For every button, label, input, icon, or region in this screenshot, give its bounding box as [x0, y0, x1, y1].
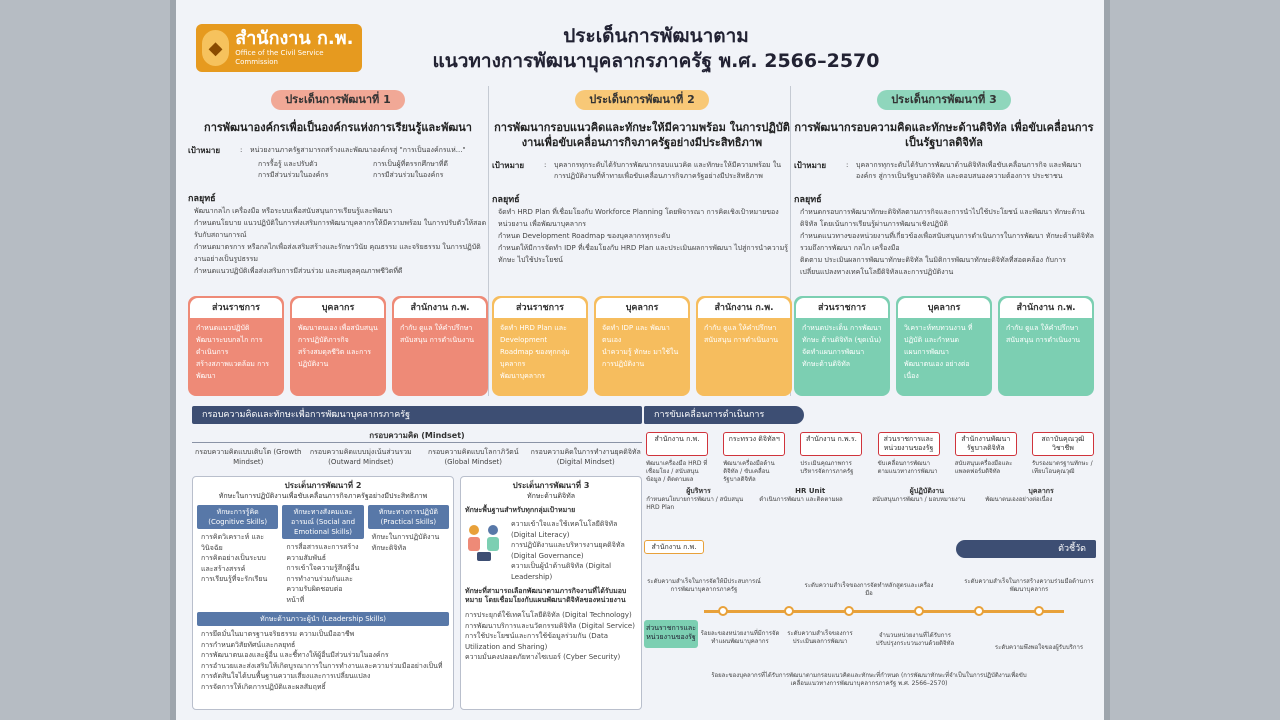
issue-3-skills-box: [460, 476, 642, 710]
card-item: พัฒนาตนเอง อย่างต่อเนื่อง: [904, 360, 970, 380]
card-item: กำกับ ดูแล ให้คำปรึกษา: [400, 324, 473, 332]
digital-basic-block: [461, 516, 641, 585]
drive-nodes: [644, 432, 1096, 484]
card-item: กำหนดแนวปฏิบัติ: [196, 324, 250, 332]
skill-item: การคิดอย่างเป็นระบบ และสร้างสรรค์: [201, 554, 266, 573]
timeline-dot: [784, 606, 794, 616]
indicator-top: ระดับความสำเร็จของการจัดทำหลักสูตรและเครื่องมือ: [804, 582, 934, 597]
card-head: บุคลากร: [292, 298, 384, 318]
page-title: [376, 24, 936, 74]
issue-3-badge: ประเด็นการพัฒนาที่ 3: [877, 90, 1011, 110]
role-card: [392, 296, 488, 396]
timeline-dot: [718, 606, 728, 616]
timeline-dot: [844, 606, 854, 616]
strategy-item: กำหนดมาตรการ หรือกลไกเพื่อส่งเสริมสร้างและรักษาวินัย คุณธรรม และจริยธรรม ในการปฏิบัติงานอย่างเป็นรูปธรรม: [194, 243, 481, 263]
strategy-label: กลยุทธ์: [492, 195, 520, 205]
ocsc-logo: [196, 24, 362, 72]
role-card: [998, 296, 1094, 396]
strategy-item: กำหนดให้มีการจัดทำ IDP ที่เชื่อมโยงกับ HRD Plan และประเมินผลการพัฒนา ไปสู่การนำความรู้ ทักษะ ไปใช้ประโยชน์: [498, 244, 788, 264]
indicators-note: ร้อยละของบุคลากรที่ได้รับการพัฒนาตามกรอบแนวคิดและทักษะที่กำหนด (การพัฒนาทักษะที่จำเป็นในการปฏิบัติงานเพื่อขับเคลื่อนแนวทางการพัฒนาบุคลากรภาครัฐ พ.ศ. 2566–2570): [711, 672, 1027, 687]
strategy-item: พัฒนากลไก เครื่องมือ หรือระบบเพื่อสนับสนุนการเรียนรู้และพัฒนา: [194, 207, 393, 215]
node-head: สำนักงานพัฒนารัฐบาลดิจิทัล: [955, 432, 1017, 456]
skill-item: ทักษะในการปฏิบัติงาน: [371, 533, 440, 541]
card-item: สร้างสมดุลชีวิต และการปฏิบัติงาน: [298, 348, 372, 368]
goal-label: เป้าหมาย: [492, 161, 525, 170]
role-note: สนับสนุนการพัฒนา / มอบหมายงาน: [872, 496, 966, 503]
card-head: สำนักงาน ก.พ.: [1000, 298, 1092, 318]
people-icon: [461, 516, 507, 585]
issue-1-heading: การพัฒนาองค์กรเพื่อเป็นองค์กรแห่งการเรียนรู้และพัฒนา: [204, 121, 472, 134]
card-head: ส่วนราชการ: [796, 298, 888, 318]
leadership-item: การอำนวยและส่งเสริมให้เกิดบูรณาการในการทำงานและความร่วมมืออย่างเป็นที่: [201, 661, 443, 670]
node-head: สำนักงาน ก.พ.: [646, 432, 708, 456]
digital-select-item: การใช้ประโยชน์และการใช้ข้อมูลร่วมกัน (Data Utilization and Sharing): [465, 632, 609, 651]
skill-head: ทักษะการรู้คิด (Cognitive Skills): [197, 505, 278, 529]
skill-group: [368, 505, 449, 608]
drive-node: [800, 432, 862, 484]
goal-item: การเป็นผู้ที่ตรรกศึกษาที่ดี: [373, 160, 448, 168]
skill-group: [282, 505, 363, 608]
skill-item: ทักษะดิจิทัล: [371, 543, 407, 552]
role-label: ผู้บริหาร: [686, 487, 711, 495]
card-item: นำความรู้ ทักษะ มาใช้ในการปฏิบัติงาน: [602, 348, 679, 368]
node-body: พัฒนาเครื่องมือด้านดิจิทัล / ขับเคลื่อนรัฐบาลดิจิทัล: [723, 460, 775, 483]
role-cards: [188, 296, 488, 396]
skill-head: ทักษะทางสังคมและอารมณ์ (Social and Emotional Skills): [282, 505, 363, 539]
digital-select-head: ทักษะที่สามารถเลือกพัฒนาตามภารกิจงานที่ได้รับมอบหมาย โดยเชื่อมโยงกับแผนพัฒนาดิจิทัลของหน่วยงาน: [465, 587, 627, 604]
leadership-item: การจัดการให้เกิดการปฏิบัติและผลสัมฤทธิ์: [201, 682, 326, 691]
issue-2-badge: ประเด็นการพัฒนาที่ 2: [575, 90, 709, 110]
card-item: กำกับ ดูแล ให้คำปรึกษา: [704, 324, 777, 332]
node-head: สถาบันคุณวุฒิวิชาชีพ: [1032, 432, 1094, 456]
role-row: [644, 486, 1096, 496]
mindset-item: กรอบความคิดแบบโลกาภิวัตน์ (Global Mindset): [427, 448, 519, 466]
goal-item: การมีส่วนร่วมในองค์กร: [258, 171, 329, 179]
strategy-item: กำหนดแนวปฏิบัติเพื่อส่งเสริมการมีส่วนร่วม และสมดุลคุณภาพชีวิตที่ดี: [194, 267, 403, 275]
issue-3-column: [794, 86, 1094, 396]
indicator-bottom: ระดับความสำเร็จของการประเมินผลการพัฒนา: [787, 630, 853, 645]
role-note: พัฒนาตนเองอย่างต่อเนื่อง: [985, 496, 1053, 503]
issue-2-heading: การพัฒนากรอบแนวคิดและทักษะให้มีความพร้อม ในการปฏิบัติงานเพื่อขับเคลื่อนภารกิจภาครัฐอย่างมีประสิทธิภาพ: [494, 121, 790, 149]
digital-basic-item: การปฏิบัติงานและบริหารงานยุคดิจิทัล (Digital Governance): [511, 541, 625, 560]
role-cards: [794, 296, 1094, 396]
leadership-item: การตัดสินใจได้บนพื้นฐานความเสี่ยงและการเปลี่ยนแปลง: [201, 672, 371, 680]
card-head: ส่วนราชการ: [494, 298, 586, 318]
mindset-item: กรอบความคิดแบบเติบโต (Growth Mindset): [195, 448, 302, 466]
issue3-sub: ทักษะด้านดิจิทัล: [526, 492, 576, 500]
role-card: [188, 296, 284, 396]
column-divider: [488, 86, 489, 396]
drive-section: [644, 406, 1096, 712]
role-note: กำหนดนโยบายการพัฒนา / สนับสนุน HRD Plan: [646, 496, 744, 511]
strategy-item: จัดทำ HRD Plan ที่เชื่อมโยงกับ Workforce Planning โดยพิจารณา การคิดเชิงเป้าหมายของหน่วยงาน เพื่อพัฒนาบุคลากร: [498, 208, 779, 228]
skill-item: การเข้าใจความรู้สึกผู้อื่น: [286, 564, 360, 572]
logo-name: สำนักงาน ก.พ.: [235, 28, 354, 49]
node-body: พัฒนาเครื่องมือ HRD ที่เชื่อมโยง / สนับสนุนข้อมูล / ติดตามผล: [646, 460, 708, 483]
card-item: จัดทำแผนการพัฒนา ทักษะด้านดิจิทัล: [802, 348, 865, 368]
node-head: กระทรวง ดิจิทัลฯ: [723, 432, 785, 456]
drive-node: [878, 432, 940, 484]
strategy-item: กำหนด Development Roadmap ของบุคลากรทุกระดับ: [498, 232, 671, 240]
drive-node: [646, 432, 708, 484]
leadership-item: การกำหนดวิสัยทัศน์และกลยุทธ์: [201, 640, 296, 649]
role-card: [696, 296, 792, 396]
indicator-bottom: จำนวนหน่วยงานที่ได้รับการปรับปรุงกระบวนงานด้วยดิจิทัล: [875, 632, 955, 647]
card-item: สร้างสภาพแวดล้อม การพัฒนา: [196, 360, 270, 380]
role-card: [290, 296, 386, 396]
node-head: สำนักงาน ก.พ.ร.: [800, 432, 862, 456]
node-body: ประเมินคุณภาพการบริหารจัดการภาครัฐ: [800, 460, 854, 475]
title-line1: ประเด็นการพัฒนาตาม: [563, 25, 749, 47]
timeline-line: [704, 610, 1064, 613]
issue-2-goal: เป้าหมาย : บุคลากรทุกระดับได้รับการพัฒนากรอบแนวคิด และทักษะให้มีความพร้อม ในการปฏิบัติงานที่ท้าทายเพื่อขับเคลื่อนภารกิจภาครัฐอย่างมีประสิทธิภาพ: [492, 160, 792, 182]
drive-node: [955, 432, 1017, 484]
issue-3-heading: การพัฒนากรอบความคิดและทักษะด้านดิจิทัล เพื่อขับเคลื่อนการเป็นรัฐบาลดิจิทัล: [794, 121, 1094, 149]
card-item: วิเคราะห์ทบทวนงาน ที่ปฏิบัติ และกำหนด แผนการพัฒนา: [904, 324, 973, 356]
digital-basic-item: ความเป็นผู้นำด้านดิจิทัล (Digital Leadership): [511, 562, 612, 581]
logo-sub: Office of the Civil Service Commission: [235, 49, 324, 66]
digital-select-item: การประยุกต์ใช้เทคโนโลยีดิจิทัล (Digital Technology): [465, 611, 632, 619]
role-notes: [644, 496, 1096, 512]
indicators-band: ตัวชี้วัด: [956, 540, 1096, 558]
issue-2-column: [492, 86, 792, 396]
strategy-item: กำหนดแนวทางของหน่วยงานที่เกี่ยวข้องเพื่อสนับสนุนการดำเนินการในการพัฒนา ทักษะด้านดิจิทัล รวมถึงการพัฒนา กลไก เครื่องมือ: [800, 232, 1094, 252]
timeline-dot: [1034, 606, 1044, 616]
card-head: สำนักงาน ก.พ.: [394, 298, 486, 318]
skill-item: การเรียนรู้ที่จะรักเรียน: [201, 575, 268, 583]
digital-select-item: การพัฒนาบริการและนวัตกรรมดิจิทัล (Digital Service): [465, 621, 635, 630]
skill-head: ทักษะทางการปฏิบัติ (Practical Skills): [368, 505, 449, 529]
digital-select-item: ความมั่นคงปลอดภัยทางไซเบอร์ (Cyber Security): [465, 653, 621, 661]
card-item: จัดทำ HRD Plan และ Development Roadmap ของทุกกลุ่มบุคลากร: [500, 324, 570, 368]
issue-1-badge: ประเด็นการพัฒนาที่ 1: [271, 90, 405, 110]
issue2-title: ประเด็นการพัฒนาที่ 2: [284, 481, 362, 490]
skill-groups: [193, 501, 453, 612]
strategy-item: กำหนดกรอบการพัฒนาทักษะดิจิทัลตามภารกิจและการนำไปใช้ประโยชน์ และพัฒนา ทักษะด้านดิจิทัล โดยเน้นการเรียนรู้ผ่านการพัฒนาเชิงปฏิบัติ: [800, 208, 1085, 228]
role-label: HR Unit: [795, 487, 826, 495]
goal-item: การรื้อรู้ และปรับตัว: [258, 160, 318, 168]
mindset-item: กรอบความคิดแบบมุ่งเน้นส่วนรวม (Outward Mindset): [309, 448, 412, 466]
drive-node: [1032, 432, 1094, 484]
indicator-bottom: ระดับความพึงพอใจของผู้รับบริการ: [994, 644, 1084, 651]
timeline-dot: [974, 606, 984, 616]
goal-label: เป้าหมาย: [794, 161, 827, 170]
goal-label: เป้าหมาย: [188, 146, 221, 155]
skill-group: [197, 505, 278, 608]
issue-1-goal: เป้าหมาย : หน่วยงานภาครัฐสามารถสร้างและพัฒนาองค์กรสู่ "การเป็นองค์กรแห่...": [188, 146, 466, 155]
skill-item: การทำงานร่วมกันและความรับผิดชอบต่อหน้าที่: [286, 574, 353, 604]
card-head: บุคลากร: [898, 298, 990, 318]
strategy-label: กลยุทธ์: [794, 195, 822, 205]
node-body: สนับสนุนเครื่องมือและแพลตฟอร์มดิจิทัล: [954, 460, 1013, 475]
card-head: สำนักงาน ก.พ.: [698, 298, 790, 318]
card-item: สนับสนุน การดำเนินงาน: [400, 336, 475, 344]
issue3-title: ประเด็นการพัฒนาที่ 3: [512, 481, 590, 490]
infographic-sheet: [176, 0, 1104, 720]
skill-item: การสื่อสารและการสร้างความสัมพันธ์: [286, 543, 359, 562]
card-head: บุคลากร: [596, 298, 688, 318]
strategy-item: กำหนดนโยบาย แนวปฏิบัติในการส่งเสริมการพัฒนาบุคลากรให้มีความพร้อม ในการปรับตัวให้สอดรับกับสถานการณ์: [194, 219, 487, 239]
strategy-item: ติดตาม ประเมินผลการพัฒนาทักษะดิจิทัล ในมิติการพัฒนาทักษะดิจิทัลที่สอดคล้อง กับการเปลี่ยนแปลงทางเทคโนโลยีดิจิทัลและการปฏิบัติงาน: [800, 256, 1066, 276]
indicator-top: ระดับความสำเร็จในการจัดให้มีประสบการณ์ การพัฒนาบุคลากรภาครัฐ: [647, 578, 761, 593]
leadership-item: การพัฒนาตนเองและผู้อื่น และชี้ทางให้ผู้อื่นมีส่วนร่วมในองค์กร: [201, 651, 389, 659]
title-line2: แนวทางการพัฒนาบุคลากรภาครัฐ พ.ศ. 2566–2570: [432, 50, 880, 72]
indicator-top: ระดับความสำเร็จในการสร้างความร่วมมือด้านการพัฒนาบุคลากร: [964, 578, 1094, 593]
left-backdrop: [0, 0, 170, 720]
role-cards: [492, 296, 792, 396]
role-label: ผู้ปฏิบัติงาน: [909, 487, 945, 495]
card-item: กำกับ ดูแล ให้คำปรึกษา: [1006, 324, 1079, 332]
framework-section: [192, 406, 642, 712]
card-item: กำหนดประเด็น การพัฒนาทักษะ ด้านดิจิทัล (ขุดเน้น): [802, 324, 882, 344]
issue-1-column: [188, 86, 488, 396]
node-body: ขับเคลื่อนการพัฒนาตามแนวทางการพัฒนา: [877, 460, 938, 475]
emblem-icon: ◆: [202, 30, 229, 66]
goal-text: บุคลากรทุกระดับได้รับการพัฒนากรอบแนวคิด และทักษะให้มีความพร้อม ในการปฏิบัติงานที่ท้าทายเพื่อขับเคลื่อนภารกิจภาครัฐอย่างมีประสิทธิภาพ: [554, 161, 782, 180]
right-backdrop: [1110, 0, 1280, 720]
role-note: ดำเนินการพัฒนา และติดตามผล: [759, 496, 843, 503]
role-label: บุคลากร: [1028, 487, 1054, 495]
card-item: จัดทำ IDP และ พัฒนาตนเอง: [602, 324, 670, 344]
leadership-item: การยึดมั่นในมาตรฐานจริยธรรม ความเป็นมืออาชีพ: [201, 630, 355, 638]
strategy-label: กลยุทธ์: [188, 194, 216, 204]
goal-text: บุคลากรทุกระดับได้รับการพัฒนาด้านดิจิทัลเพื่อขับเคลื่อนภารกิจ และพัฒนาองค์กร สู่การเป็นรัฐบาลดิจิทัล และตอบสนองความต้องการ ประชาชน: [856, 161, 1082, 180]
card-item: สนับสนุน การดำเนินงาน: [1006, 336, 1081, 344]
role-card: [896, 296, 992, 396]
mindset-row: [192, 447, 642, 467]
card-item: สนับสนุน การดำเนินงาน: [704, 336, 779, 344]
issue-2-skills-box: [192, 476, 454, 710]
goal-item: การมีส่วนร่วมในองค์กร: [373, 171, 444, 179]
mindset-title: กรอบความคิด (Mindset): [192, 430, 642, 443]
issue-3-goal: เป้าหมาย : บุคลากรทุกระดับได้รับการพัฒนาด้านดิจิทัลเพื่อขับเคลื่อนภารกิจ และพัฒนาองค์กร สู่การเป็นรัฐบาลดิจิทัล และตอบสนองความต้องการ ประชาชน: [794, 160, 1094, 182]
issue2-sub: ทักษะในการปฏิบัติงานเพื่อขับเคลื่อนภารกิจภาครัฐอย่างมีประสิทธิภาพ: [218, 492, 428, 500]
role-card: [594, 296, 690, 396]
drive-node: [723, 432, 785, 484]
card-item: พัฒนาตนเอง เพื่อสนับสนุน การปฏิบัติภารกิจ: [298, 324, 378, 344]
drive-band: การขับเคลื่อนการดำเนินการ: [644, 406, 804, 424]
card-head: ส่วนราชการ: [190, 298, 282, 318]
goal-text: หน่วยงานภาครัฐสามารถสร้างและพัฒนาองค์กรสู่ "การเป็นองค์กรแห่...": [250, 146, 466, 154]
timeline-dot: [914, 606, 924, 616]
leadership-head: ทักษะด้านภาวะผู้นำ (Leadership Skills): [197, 612, 449, 626]
card-item: พัฒนาระบบกลไก การดำเนินการ: [196, 336, 263, 356]
goal-items: [258, 159, 488, 181]
role-card: [794, 296, 890, 396]
role-card: [492, 296, 588, 396]
framework-band: กรอบความคิดและทักษะเพื่อการพัฒนาบุคลากรภาครัฐ: [192, 406, 642, 424]
digital-basic-head: ทักษะพื้นฐานสำหรับทุกกลุ่มเป้าหมาย: [465, 506, 576, 514]
skill-item: การคิดวิเคราะห์ และวินิจฉัย: [201, 533, 265, 552]
node-body: รับรองมาตรฐานทักษะ / เทียบโอนคุณวุฒิ: [1031, 460, 1093, 475]
indicator-bottom: ร้อยละของหน่วยงานที่มีการจัดทำแผนพัฒนาบุคลากร: [700, 630, 780, 645]
card-item: พัฒนาบุคลากร: [500, 372, 545, 380]
leadership-block: [193, 612, 453, 695]
indicators-agency: ส่วนราชการและหน่วยงานของรัฐ: [644, 620, 698, 648]
digital-basic-item: ความเข้าใจและใช้เทคโนโลยีดิจิทัล (Digital Literacy): [511, 520, 618, 539]
mindset-item: กรอบความคิดในการทำงานยุคดิจิทัล (Digital Mindset): [530, 448, 641, 466]
indicators-owner: สำนักงาน ก.พ.: [644, 540, 704, 554]
node-head: ส่วนราชการและหน่วยงานของรัฐ: [878, 432, 940, 456]
